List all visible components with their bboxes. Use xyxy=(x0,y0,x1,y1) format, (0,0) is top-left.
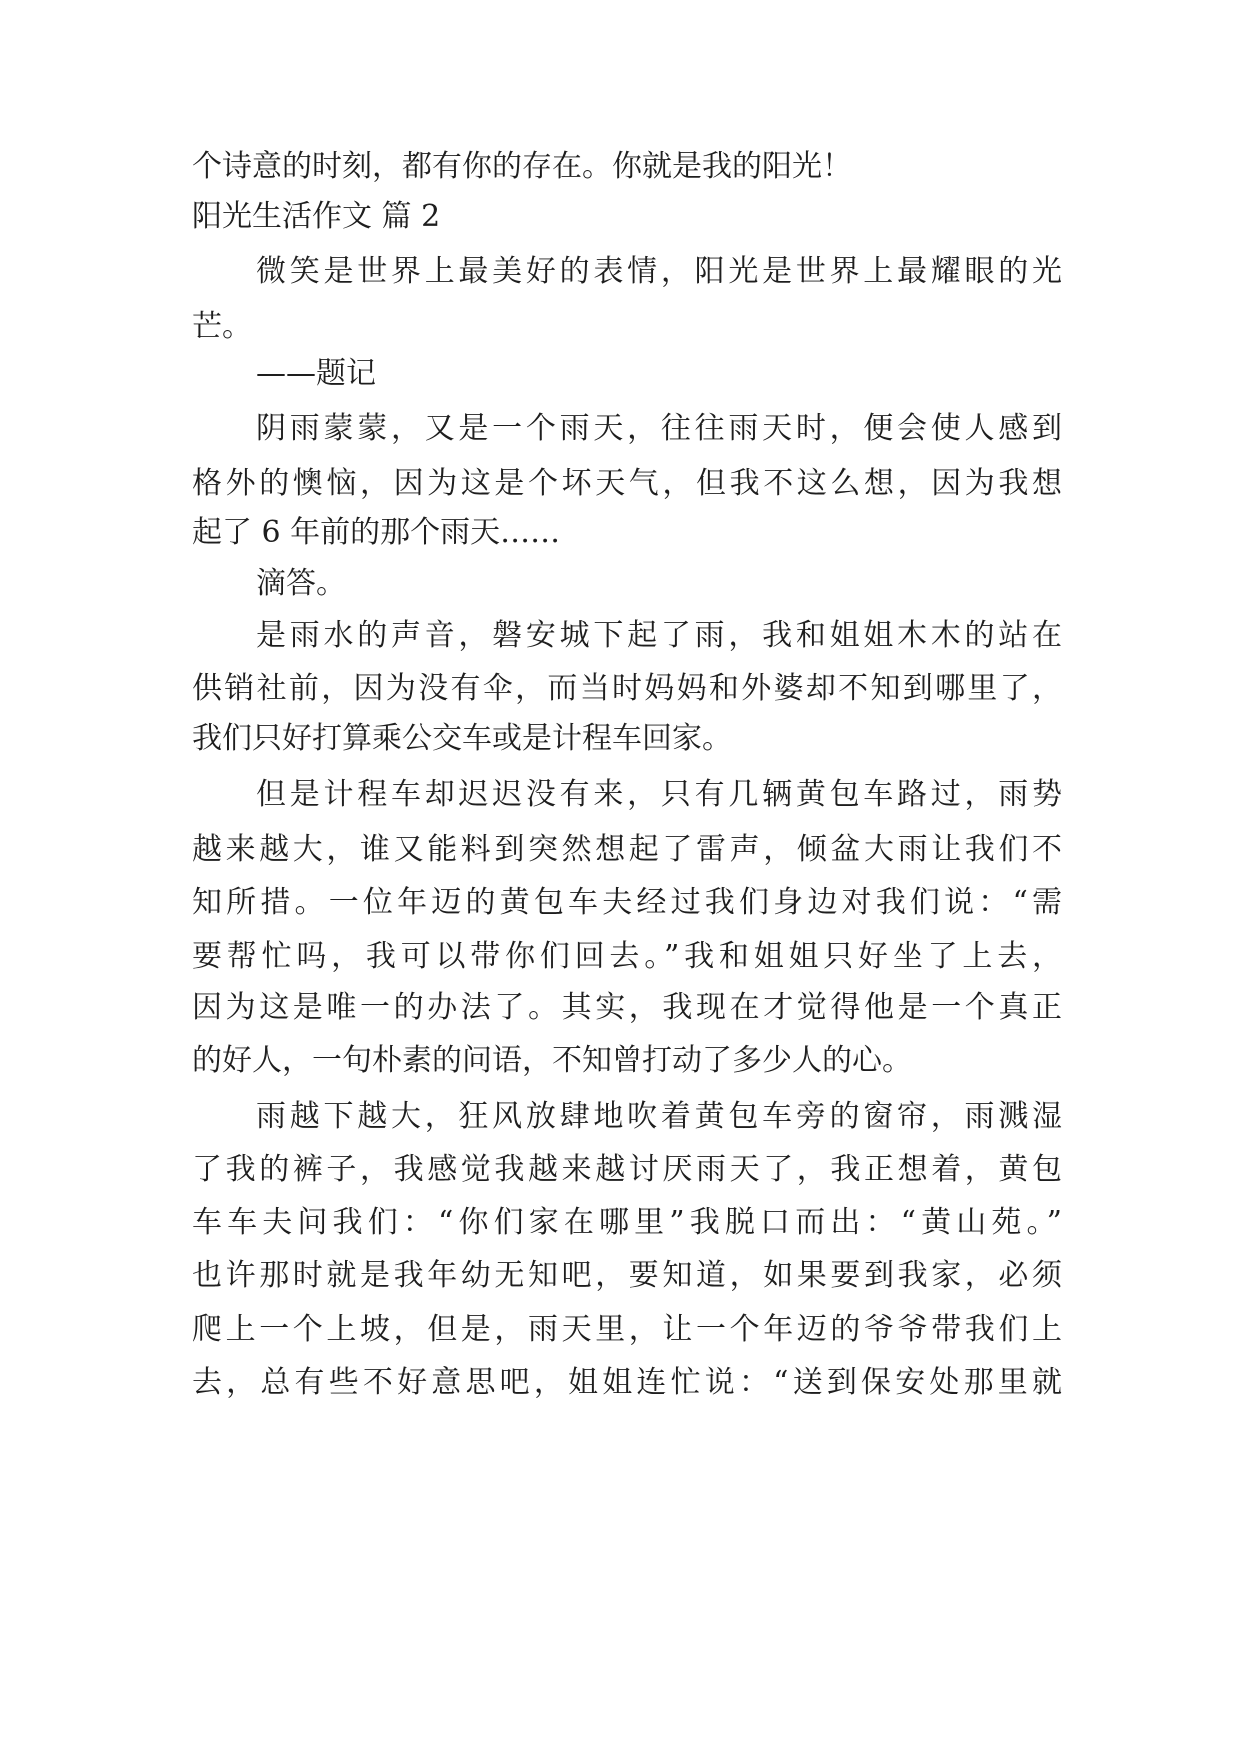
paragraph-line: 因为这是唯一的办法了。其实，我现在才觉得他是一个真正 xyxy=(192,990,1062,1025)
paragraph-line: 格外的懊恼，因为这是个坏天气，但我不这么想，因为我想 xyxy=(192,466,1062,501)
paragraph-line: 芒。 xyxy=(192,309,252,344)
paragraph-line: 了我的裤子，我感觉我越来越讨厌雨天了，我正想着，黄包 xyxy=(192,1152,1062,1187)
section-heading: 阳光生活作文 篇 2 xyxy=(192,199,441,234)
paragraph-line: 车车夫问我们：“你们家在哪里”我脱口而出：“黄山苑。” xyxy=(192,1205,1062,1240)
paragraph-line: 知所措。一位年迈的黄包车夫经过我们身边对我们说：“需 xyxy=(192,885,1062,920)
paragraph-line: 也许那时就是我年幼无知吧，要知道，如果要到我家，必须 xyxy=(192,1258,1062,1293)
paragraph-line: 起了 6 年前的那个雨天…… xyxy=(192,515,561,550)
paragraph-line: 爬上一个上坡，但是，雨天里，让一个年迈的爷爷带我们上 xyxy=(192,1312,1062,1347)
paragraph-line: 越来越大，谁又能料到突然想起了雷声，倾盆大雨让我们不 xyxy=(192,832,1062,867)
paragraph-line: 供销社前，因为没有伞，而当时妈妈和外婆却不知到哪里了， xyxy=(192,671,1062,706)
paragraph-line: 我们只好打算乘公交车或是计程车回家。 xyxy=(192,721,732,756)
paragraph-line: 的好人，一句朴素的问语，不知曾打动了多少人的心。 xyxy=(192,1043,912,1078)
paragraph-line: 雨越下越大，狂风放肆地吹着黄包车旁的窗帘，雨溅湿 xyxy=(256,1099,1062,1134)
paragraph-line: 要帮忙吗，我可以带你们回去。”我和姐姐只好坐了上去， xyxy=(192,939,1062,974)
paragraph-line: 滴答。 xyxy=(256,566,346,601)
paragraph-line: 微笑是世界上最美好的表情，阳光是世界上最耀眼的光 xyxy=(256,254,1062,289)
paragraph-line: 去，总有些不好意思吧，姐姐连忙说：“送到保安处那里就 xyxy=(192,1365,1062,1400)
paragraph-line: 但是计程车却迟迟没有来，只有几辆黄包车路过，雨势 xyxy=(256,777,1062,812)
paragraph-line: 个诗意的时刻，都有你的存在。你就是我的阳光！ xyxy=(192,149,852,184)
epigraph-attribution: ——题记 xyxy=(256,356,376,391)
paragraph-line: 阴雨蒙蒙，又是一个雨天，往往雨天时，便会使人感到 xyxy=(256,411,1062,446)
paragraph-line: 是雨水的声音，磐安城下起了雨，我和姐姐木木的站在 xyxy=(256,618,1062,653)
